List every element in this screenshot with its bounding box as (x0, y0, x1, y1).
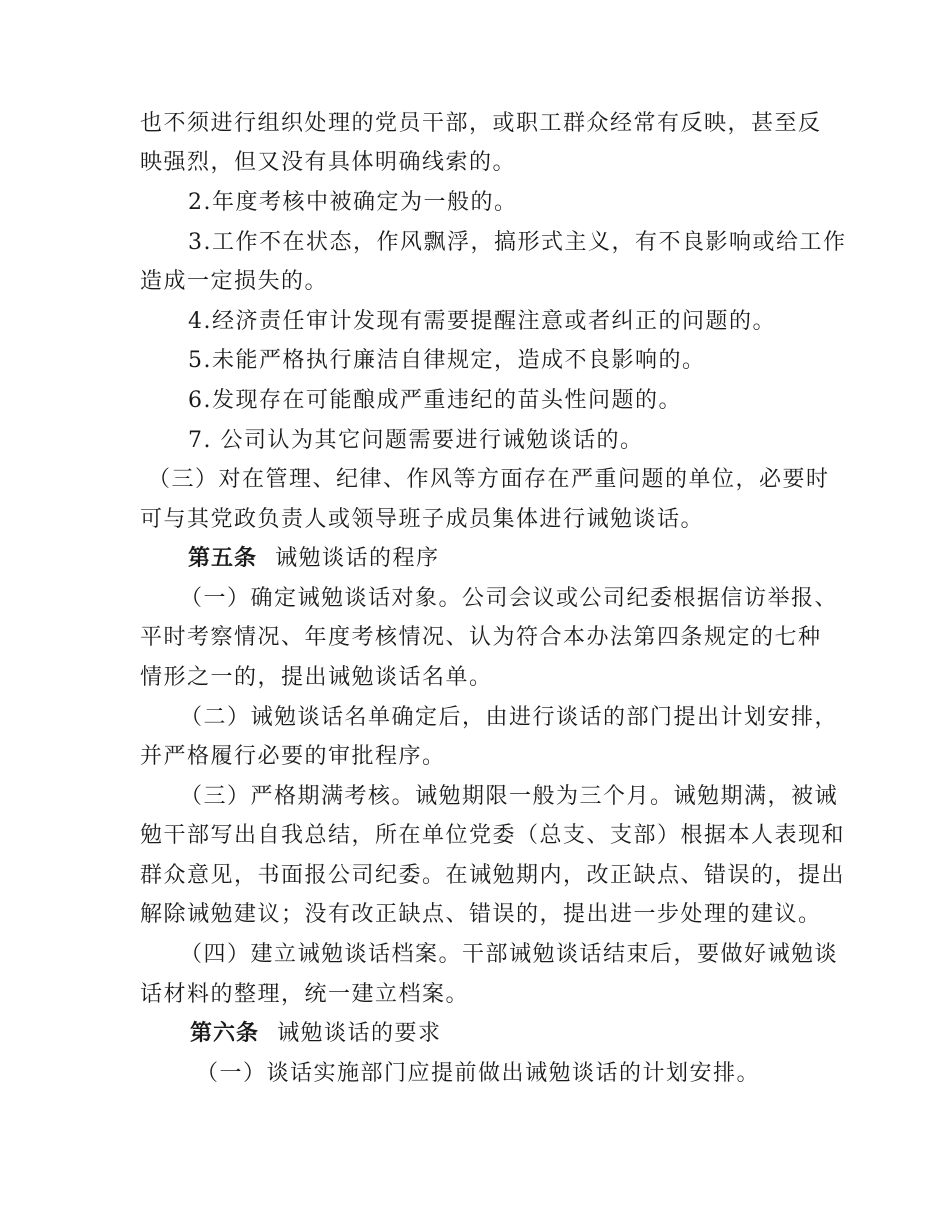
list-item-2: 2.年度考核中被确定为一般的。 (188, 190, 518, 215)
paragraph-line: 勉干部写出自我总结，所在单位党委（总支、支部）根据本人表现和 (140, 823, 846, 848)
paragraph-line: 造成一定损失的。 (140, 269, 329, 294)
paragraph-line: 解除诫勉建议；没有改正缺点、错误的，提出进一步处理的建议。 (140, 902, 822, 927)
paragraph-line: 映强烈，但又没有具体明确线索的。 (140, 150, 517, 175)
procedure-2: （二）诫勉谈话名单确定后，由进行谈话的部门提出计划安排， (180, 705, 839, 730)
article-5-title: 诫勉谈话的程序 (275, 546, 440, 571)
paragraph-line: 也不须进行组织处理的党员干部，或职工群众经常有反映，甚至反 (140, 111, 822, 136)
paragraph-line: 话材料的整理，统一建立档案。 (140, 982, 470, 1007)
paragraph-line: 群众意见，书面报公司纪委。在诫勉期内，改正缺点、错误的，提出 (140, 863, 846, 888)
list-item-7: 7. 公司认为其它问题需要进行诫勉谈话的。 (188, 428, 644, 453)
article-5-number: 第五条 (188, 546, 258, 571)
list-item-6: 6.发现存在可能酿成严重违纪的苗头性问题的。 (188, 388, 682, 413)
paragraph-line: 可与其党政负责人或领导班子成员集体进行诫勉谈话。 (140, 507, 705, 532)
article-6-title: 诫勉谈话的要求 (277, 1021, 442, 1046)
list-item-5: 5.未能严格执行廉洁自律规定，造成不良影响的。 (188, 348, 706, 373)
list-item-4: 4.经济责任审计发现有需要提醒注意或者纠正的问题的。 (188, 309, 776, 334)
paragraph-line: 并严格履行必要的审批程序。 (140, 744, 446, 769)
article-6-number: 第六条 (190, 1021, 260, 1046)
clause-3: （三）对在管理、纪律、作风等方面存在严重问题的单位，必要时 (148, 467, 830, 492)
procedure-1: （一）确定诫勉谈话对象。公司会议或公司纪委根据信访举报、 (180, 586, 839, 611)
paragraph-line: 平时考察情况、年度考核情况、认为符合本办法第四条规定的七种 (140, 625, 822, 650)
article-6-heading (190, 1019, 442, 1049)
article-5-heading (188, 544, 440, 574)
list-item-3: 3.工作不在状态，作风飘浮，搞形式主义，有不良影响或给工作 (188, 230, 847, 255)
procedure-4: （四）建立诫勉谈话档案。干部诫勉谈话结束后，要做好诫勉谈 (180, 942, 839, 967)
requirement-1: （一）谈话实施部门应提前做出诫勉谈话的计划安排。 (196, 1061, 761, 1086)
procedure-3: （三）严格期满考核。诫勉期限一般为三个月。诫勉期满，被诫 (180, 784, 839, 809)
paragraph-line: 情形之一的，提出诫勉谈话名单。 (140, 665, 493, 690)
